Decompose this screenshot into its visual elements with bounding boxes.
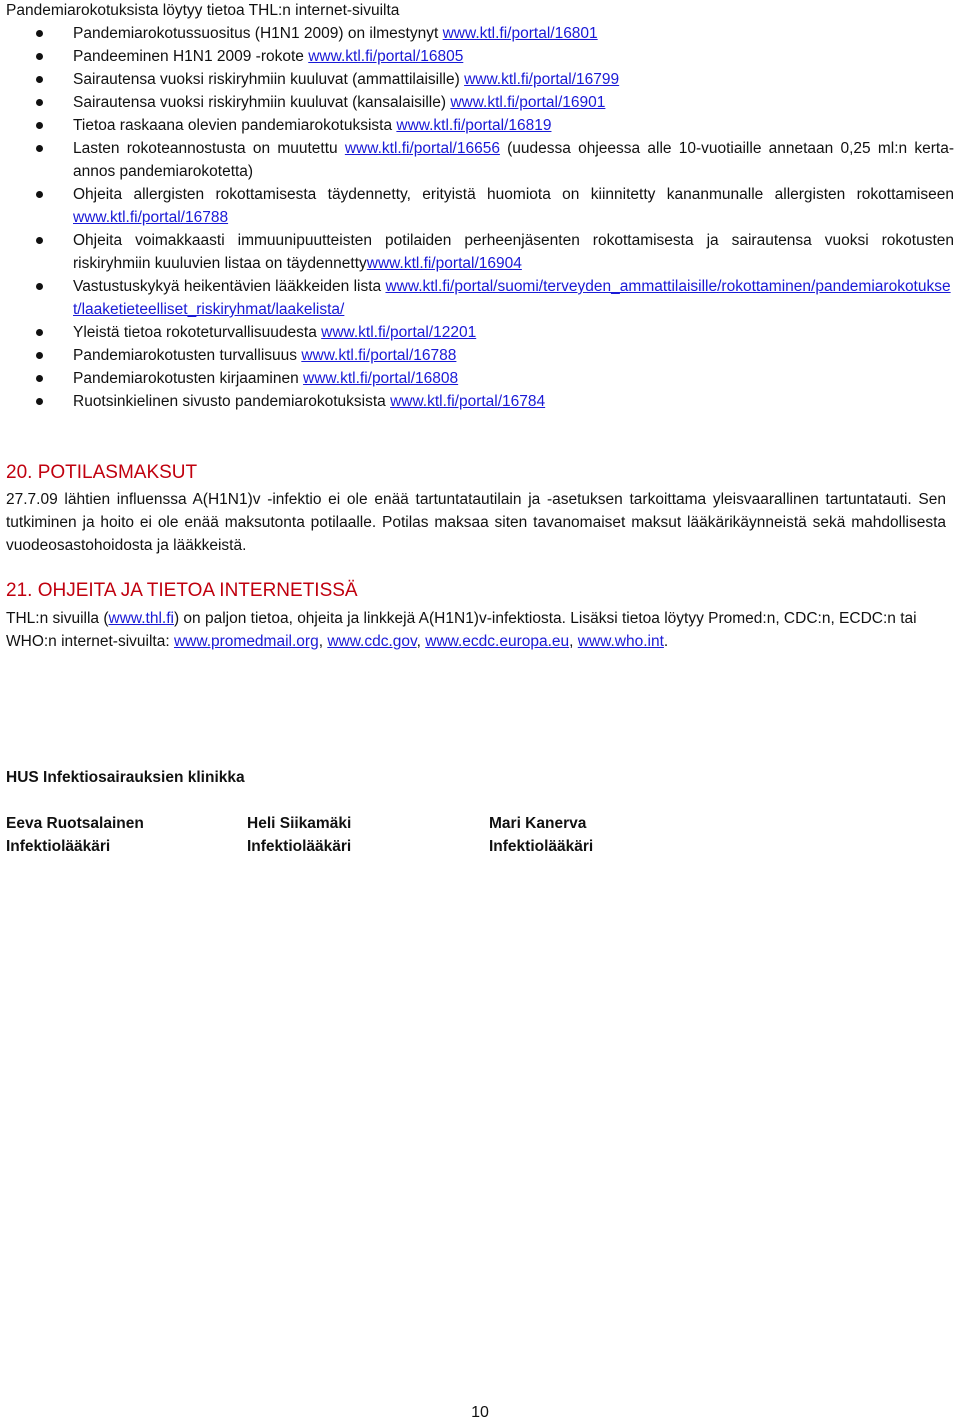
section-21-heading: 21. OHJEITA JA TIETOA INTERNETISSÄ xyxy=(6,580,358,601)
link[interactable]: www.ktl.fi/portal/16904 xyxy=(366,255,522,272)
page-number: 10 xyxy=(471,1404,489,1421)
signature-name: Mari Kanerva xyxy=(489,815,587,832)
section-20-body: 27.7.09 lähtien influenssa A(H1N1)v -infektio ei ole enää tartuntatautilain ja -asetuksen tarkoittama yleisvaarallinen tartuntatauti. Sen tutkiminen ja hoito ei ole enää maksutonta potilaalle. Potilas maksaa siten tavanomaiset maksut lääkärikäynneistä sekä mahdollisesta vuodeosastohoidosta ja lääkkeistä. xyxy=(6,491,946,554)
list-item: Pandeeminen H1N1 2009 -rokote www.ktl.fi/portal/16805 xyxy=(6,45,954,68)
link[interactable]: www.ktl.fi/portal/16788 xyxy=(73,209,229,226)
list-item: Tietoa raskaana olevien pandemiarokotuksista www.ktl.fi/portal/16819 xyxy=(6,114,954,137)
link[interactable]: www.ktl.fi/portal/16901 xyxy=(450,94,606,111)
list-item: Pandemiarokotussuositus (H1N1 2009) on ilmestynyt www.ktl.fi/portal/16801 xyxy=(6,22,954,45)
list-item: Pandemiarokotusten turvallisuus www.ktl.fi/portal/16788 xyxy=(6,344,954,367)
link-cdc[interactable]: www.cdc.gov xyxy=(327,633,417,650)
list-item: Lasten rokoteannostusta on muutettu www.ktl.fi/portal/16656 (uudessa ohjeessa alle 10-vuotiaille annetaan 0,25 ml:n kerta-annos pandemiarokotetta) xyxy=(6,137,954,183)
signature-title: Infektiolääkäri xyxy=(489,838,594,855)
link[interactable]: www.ktl.fi/portal/16656 xyxy=(344,140,500,157)
link[interactable]: www.ktl.fi/portal/16801 xyxy=(442,25,598,42)
link-who[interactable]: www.who.int xyxy=(577,633,664,650)
intro-heading: Pandemiarokotuksista löytyy tietoa THL:n internet-sivuilta xyxy=(6,2,400,19)
link-list xyxy=(6,22,954,413)
section-20-heading: 20. POTILASMAKSUT xyxy=(6,462,198,483)
link[interactable]: www.ktl.fi/portal/16784 xyxy=(390,393,546,410)
link-promed[interactable]: www.promedmail.org xyxy=(173,633,319,650)
clinic-name: HUS Infektiosairauksien klinikka xyxy=(6,769,245,786)
link[interactable]: www.ktl.fi/portal/16819 xyxy=(396,117,552,134)
link[interactable]: www.ktl.fi/portal/16805 xyxy=(308,48,464,65)
link[interactable]: www.ktl.fi/portal/16799 xyxy=(464,71,620,88)
signature xyxy=(247,812,351,858)
signature-title: Infektiolääkäri xyxy=(6,838,111,855)
list-item: Ohjeita allergisten rokottamisesta täydennetty, erityistä huomiota on kiinnitetty kananmunalle allergisten rokottamiseen www.ktl.fi/portal/16788 xyxy=(6,183,954,229)
signature-title: Infektiolääkäri xyxy=(247,838,352,855)
link[interactable]: www.ktl.fi/portal/suomi/terveyden_ammattilaisille/rokottaminen/pandemiarokotukset/laaketieteelliset_riskiryhmat/laakelista/ xyxy=(73,278,951,318)
link[interactable]: www.ktl.fi/portal/16788 xyxy=(301,347,457,364)
link-ecdc[interactable]: www.ecdc.europa.eu xyxy=(425,633,570,650)
section-21-body: THL:n sivuilla (www.thl.fi) on paljon tietoa, ohjeita ja linkkejä A(H1N1)v-infektiosta. Lisäksi tietoa löytyy Promed:n, CDC:n, ECDC:n tai WHO:n internet-sivuilta: www.promedmail.org, www.cdc.gov, www.ecdc.europa.eu, www.who.int. xyxy=(6,610,917,650)
signature-name: Eeva Ruotsalainen xyxy=(6,815,144,832)
signature xyxy=(6,812,144,858)
list-item: Yleistä tietoa rokoteturvallisuudesta www.ktl.fi/portal/12201 xyxy=(6,321,954,344)
list-item: Ohjeita voimakkaasti immuunipuutteisten potilaiden perheenjäsenten rokottamisesta ja sairautensa vuoksi rokotusten riskiryhmiin kuuluvien listaa on täydennettywww.ktl.fi/portal/16904 xyxy=(6,229,954,275)
link[interactable]: www.ktl.fi/portal/12201 xyxy=(321,324,477,341)
list-item: Sairautensa vuoksi riskiryhmiin kuuluvat (kansalaisille) www.ktl.fi/portal/16901 xyxy=(6,91,954,114)
signature xyxy=(489,812,593,858)
signature-name: Heli Siikamäki xyxy=(247,815,352,832)
list-item: Ruotsinkielinen sivusto pandemiarokotuksista www.ktl.fi/portal/16784 xyxy=(6,390,954,413)
link-thl[interactable]: www.thl.fi xyxy=(108,610,174,627)
list-item: Vastustuskykyä heikentävien lääkkeiden lista www.ktl.fi/portal/suomi/terveyden_ammattilaisille/rokottaminen/pandemiarokotukset/laaketieteelliset_riskiryhmat/laakelista/ xyxy=(6,275,954,321)
list-item: Pandemiarokotusten kirjaaminen www.ktl.fi/portal/16808 xyxy=(6,367,954,390)
link[interactable]: www.ktl.fi/portal/16808 xyxy=(303,370,459,387)
list-item: Sairautensa vuoksi riskiryhmiin kuuluvat (ammattilaisille) www.ktl.fi/portal/16799 xyxy=(6,68,954,91)
